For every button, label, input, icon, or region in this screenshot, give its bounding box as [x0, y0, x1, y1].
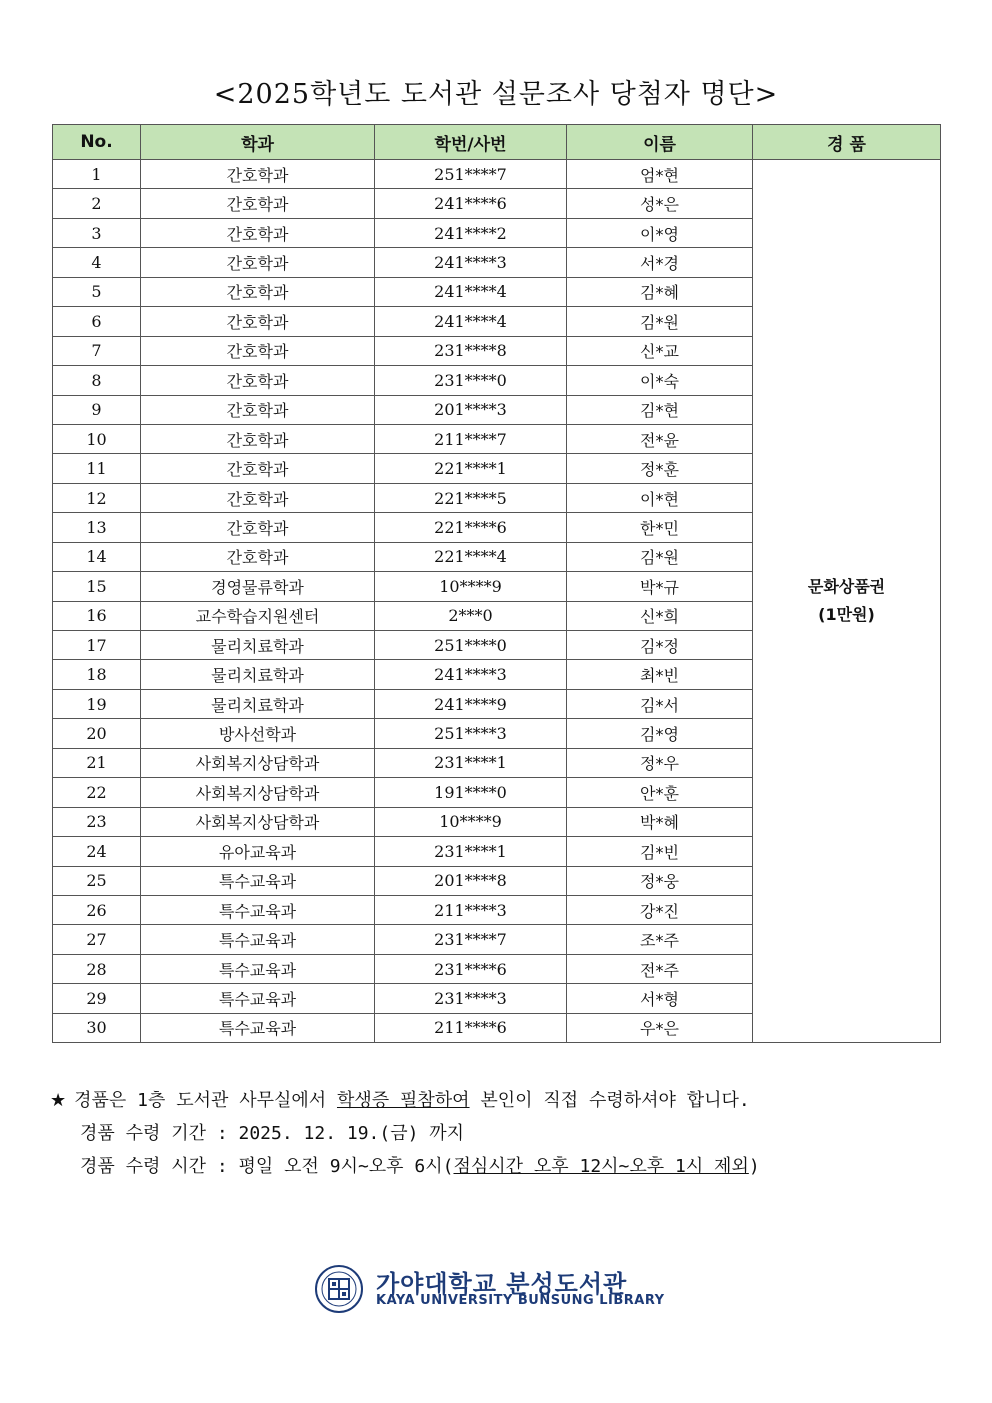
- row-department: 간호학과: [141, 218, 375, 247]
- row-student-id: 241****9: [375, 689, 567, 718]
- notice-text: 경품 수령 시간 : 평일 오전 9시~오후 6시(: [80, 1156, 454, 1177]
- row-student-id: 221****1: [375, 454, 567, 483]
- row-student-id: 10****9: [375, 572, 567, 601]
- row-name: 성*은: [567, 189, 753, 218]
- row-name: 최*빈: [567, 660, 753, 689]
- row-department: 간호학과: [141, 395, 375, 424]
- row-department: 사회복지상담학과: [141, 748, 375, 777]
- row-student-id: 211****7: [375, 424, 567, 453]
- row-number: 9: [53, 395, 141, 424]
- row-student-id: 241****3: [375, 248, 567, 277]
- row-name: 박*규: [567, 572, 753, 601]
- star-icon: ★: [50, 1090, 67, 1111]
- row-department: 간호학과: [141, 277, 375, 306]
- row-department: 특수교육과: [141, 984, 375, 1013]
- row-name: 김*원: [567, 307, 753, 336]
- row-number: 18: [53, 660, 141, 689]
- row-department: 특수교육과: [141, 954, 375, 983]
- table-body: [53, 160, 941, 1043]
- row-number: 22: [53, 778, 141, 807]
- row-name: 조*주: [567, 925, 753, 954]
- notice-emphasis: 학생증 필참하여: [336, 1090, 470, 1111]
- row-number: 20: [53, 719, 141, 748]
- row-department: 물리치료학과: [141, 689, 375, 718]
- row-name: 김*원: [567, 542, 753, 571]
- row-name: 서*경: [567, 248, 753, 277]
- row-name: 이*숙: [567, 366, 753, 395]
- row-number: 30: [53, 1013, 141, 1042]
- row-name: 김*정: [567, 631, 753, 660]
- row-name: 정*훈: [567, 454, 753, 483]
- row-student-id: 241****3: [375, 660, 567, 689]
- row-department: 간호학과: [141, 513, 375, 542]
- row-number: 8: [53, 366, 141, 395]
- row-number: 1: [53, 160, 141, 189]
- row-student-id: 241****6: [375, 189, 567, 218]
- prize-text: (1만원): [818, 605, 875, 625]
- row-student-id: 251****3: [375, 719, 567, 748]
- row-department: 사회복지상담학과: [141, 778, 375, 807]
- row-student-id: 231****1: [375, 837, 567, 866]
- header-dept: 학과: [141, 125, 375, 160]
- row-department: 특수교육과: [141, 895, 375, 924]
- row-number: 29: [53, 984, 141, 1013]
- prize-cell: [753, 160, 941, 1043]
- row-name: 이*영: [567, 218, 753, 247]
- row-student-id: 241****4: [375, 307, 567, 336]
- row-student-id: 221****6: [375, 513, 567, 542]
- row-number: 26: [53, 895, 141, 924]
- notice-text: 경품은 1층 도서관 사무실에서: [74, 1090, 337, 1111]
- row-name: 김*빈: [567, 837, 753, 866]
- row-name: 안*훈: [567, 778, 753, 807]
- row-student-id: 251****0: [375, 631, 567, 660]
- row-name: 서*형: [567, 984, 753, 1013]
- row-number: 7: [53, 336, 141, 365]
- row-name: 이*현: [567, 483, 753, 512]
- row-student-id: 201****3: [375, 395, 567, 424]
- library-name-korean: 가야대학교 분성도서관: [376, 1270, 628, 1298]
- library-logo: [314, 1264, 684, 1320]
- row-number: 13: [53, 513, 141, 542]
- row-student-id: 221****5: [375, 483, 567, 512]
- row-number: 2: [53, 189, 141, 218]
- library-name-english: KAYA UNIVERSITY BUNSUNG LIBRARY: [376, 1293, 665, 1308]
- row-department: 간호학과: [141, 454, 375, 483]
- row-number: 28: [53, 954, 141, 983]
- row-name: 신*희: [567, 601, 753, 630]
- row-number: 23: [53, 807, 141, 836]
- row-department: 간호학과: [141, 307, 375, 336]
- row-student-id: 231****1: [375, 748, 567, 777]
- row-name: 박*혜: [567, 807, 753, 836]
- row-name: 강*진: [567, 895, 753, 924]
- notice-emphasis: 점심시간 오후 12시~오후 1시 제외: [453, 1156, 749, 1177]
- row-student-id: 191****0: [375, 778, 567, 807]
- row-student-id: 2***0: [375, 601, 567, 630]
- row-student-id: 241****4: [375, 277, 567, 306]
- row-department: 특수교육과: [141, 925, 375, 954]
- table-row: [53, 160, 941, 189]
- row-name: 김*서: [567, 689, 753, 718]
- row-department: 유아교육과: [141, 837, 375, 866]
- row-name: 정*웅: [567, 866, 753, 895]
- row-student-id: 231****0: [375, 366, 567, 395]
- row-number: 11: [53, 454, 141, 483]
- row-number: 6: [53, 307, 141, 336]
- row-number: 27: [53, 925, 141, 954]
- header-prize: 경 품: [753, 125, 941, 160]
- row-department: 간호학과: [141, 424, 375, 453]
- row-name: 전*윤: [567, 424, 753, 453]
- row-student-id: 10****9: [375, 807, 567, 836]
- row-name: 우*은: [567, 1013, 753, 1042]
- winners-table: [52, 124, 941, 1043]
- row-student-id: 211****6: [375, 1013, 567, 1042]
- header-name: 이름: [567, 125, 753, 160]
- header-id: 학번/사번: [375, 125, 567, 160]
- row-name: 신*교: [567, 336, 753, 365]
- row-number: 4: [53, 248, 141, 277]
- row-number: 5: [53, 277, 141, 306]
- row-name: 한*민: [567, 513, 753, 542]
- notice-section: [50, 1086, 760, 1185]
- row-number: 16: [53, 601, 141, 630]
- row-department: 경영물류학과: [141, 572, 375, 601]
- header-no: No.: [53, 125, 141, 160]
- row-department: 사회복지상담학과: [141, 807, 375, 836]
- row-name: 김*영: [567, 719, 753, 748]
- row-number: 17: [53, 631, 141, 660]
- row-number: 24: [53, 837, 141, 866]
- row-department: 간호학과: [141, 483, 375, 512]
- row-student-id: 231****7: [375, 925, 567, 954]
- row-department: 간호학과: [141, 160, 375, 189]
- row-department: 특수교육과: [141, 866, 375, 895]
- row-department: 간호학과: [141, 542, 375, 571]
- row-department: 간호학과: [141, 336, 375, 365]
- notice-line-2: 경품 수령 기간 : 2025. 12. 19.(금) 까지: [80, 1123, 465, 1144]
- row-number: 14: [53, 542, 141, 571]
- row-department: 간호학과: [141, 248, 375, 277]
- notice-text: ): [748, 1156, 760, 1177]
- row-department: 간호학과: [141, 366, 375, 395]
- notice-line-3: [50, 1152, 760, 1185]
- page-title: <2025학년도 도서관 설문조사 당첨자 명단>: [213, 79, 779, 110]
- row-department: 물리치료학과: [141, 631, 375, 660]
- row-student-id: 211****3: [375, 895, 567, 924]
- row-student-id: 231****3: [375, 984, 567, 1013]
- row-student-id: 231****6: [375, 954, 567, 983]
- row-number: 3: [53, 218, 141, 247]
- row-department: 간호학과: [141, 189, 375, 218]
- university-emblem-icon: [314, 1264, 364, 1314]
- row-student-id: 231****8: [375, 336, 567, 365]
- row-department: 물리치료학과: [141, 660, 375, 689]
- row-number: 10: [53, 424, 141, 453]
- row-student-id: 221****4: [375, 542, 567, 571]
- row-number: 12: [53, 483, 141, 512]
- row-student-id: 201****8: [375, 866, 567, 895]
- prize-text: 문화상품권: [807, 577, 886, 597]
- notice-text: 본인이 직접 수령하셔야 합니다.: [469, 1090, 750, 1111]
- row-name: 전*주: [567, 954, 753, 983]
- row-number: 25: [53, 866, 141, 895]
- row-student-id: 241****2: [375, 218, 567, 247]
- row-department: 특수교육과: [141, 1013, 375, 1042]
- row-number: 21: [53, 748, 141, 777]
- row-department: 방사선학과: [141, 719, 375, 748]
- row-name: 정*우: [567, 748, 753, 777]
- row-name: 김*혜: [567, 277, 753, 306]
- row-name: 김*현: [567, 395, 753, 424]
- row-number: 19: [53, 689, 141, 718]
- row-student-id: 251****7: [375, 160, 567, 189]
- row-department: 교수학습지원센터: [141, 601, 375, 630]
- table-header-row: [53, 125, 941, 160]
- row-name: 엄*현: [567, 160, 753, 189]
- row-number: 15: [53, 572, 141, 601]
- notice-line-1: [50, 1086, 760, 1119]
